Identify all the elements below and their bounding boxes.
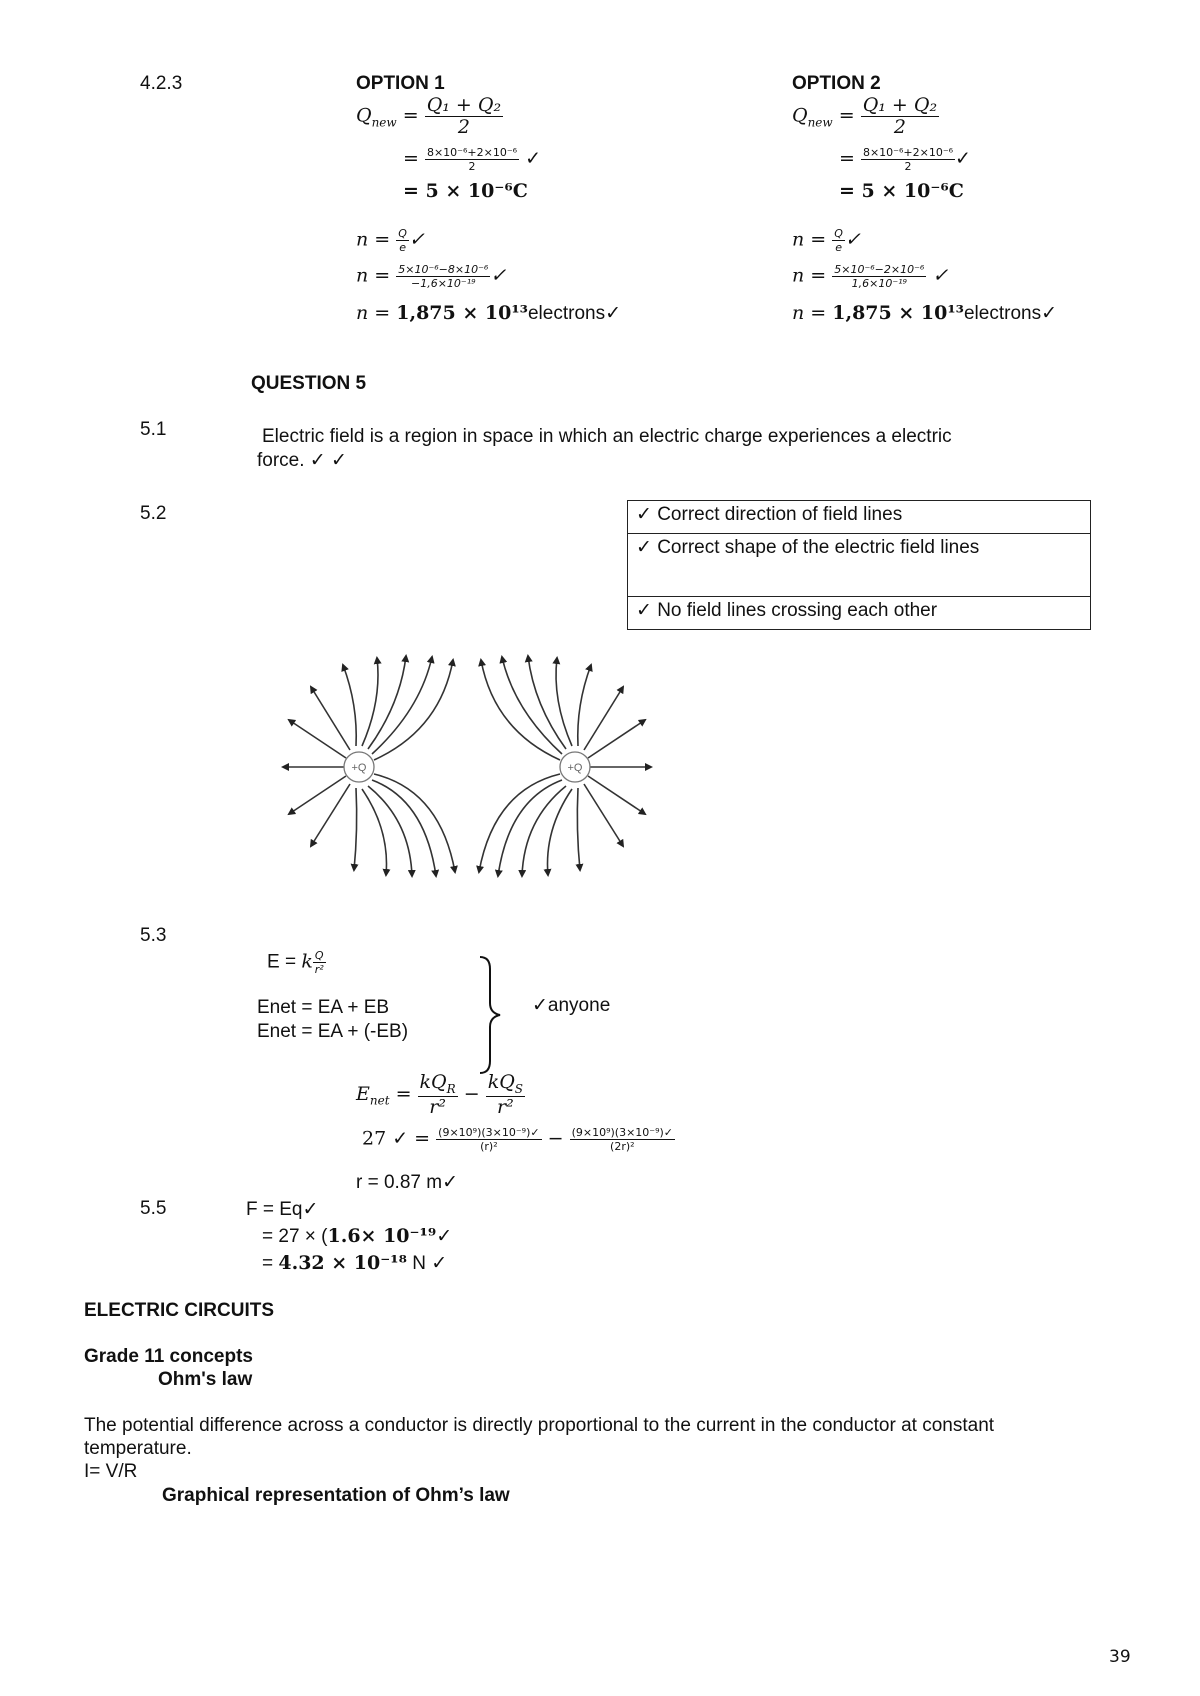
field-line <box>548 789 573 875</box>
frac1-num-sub: R <box>446 1081 456 1096</box>
left-charge-label: +Q <box>351 762 367 774</box>
field-line <box>289 720 346 758</box>
option1-n-sub-num: 5×10⁻⁶−8×10⁻⁶ <box>398 263 489 276</box>
option2-qnew-equation: $Q_{new}$ = $\frac{\text{Q₁ + Q₂}}{2}$ <box>792 94 938 138</box>
field-line <box>362 789 387 875</box>
option1-n-definition: n = $\frac{Q}{e}$ ✓ <box>356 227 425 254</box>
field-line <box>289 776 346 814</box>
field-line <box>362 658 378 746</box>
right-charge-label: +Q <box>567 762 583 774</box>
criteria-row <box>628 501 1091 534</box>
field-line <box>578 665 591 746</box>
option2-qnew-lhs: Q <box>792 104 808 127</box>
field-line <box>528 656 566 749</box>
option2-n-result: n = 1,875 × 10¹³electrons✓ <box>792 302 1058 324</box>
option2-sub-num: 8×10⁻⁶+2×10⁻⁶ <box>862 146 954 159</box>
q5-1-answer-line1: Electric field is a region in space in which an electric charge experiences a electric <box>262 426 952 447</box>
q5-3-enet-sum: Enet = EA + EB <box>257 997 390 1018</box>
option1-substitution: = $\frac{\text{8×10⁻⁶+2×10⁻⁶}}{2}$ ✓ <box>403 146 542 173</box>
frac2-num: kQ <box>487 1071 515 1093</box>
option1-n-def-num: Q <box>398 227 407 240</box>
q5-5-line2 <box>262 1225 452 1248</box>
field-line <box>588 776 645 814</box>
line2-value: 1.6× 10⁻¹⁹ <box>327 1225 437 1247</box>
enet-formula: $E_{net}$ = $\frac{kQ_R}{\text{r²}}$ − $\frac{kQ_S}{\text{r²}}$ <box>356 1071 524 1118</box>
option2-n-sub-den: 1,6×10⁻¹⁹ <box>851 277 907 290</box>
electric-field-diagram <box>270 650 670 895</box>
enet-lhs: E <box>356 1082 370 1105</box>
ohms-law-paragraph-line2: temperature. <box>84 1438 192 1459</box>
field-line <box>588 720 645 758</box>
criterion-no-crossing: ✓ No field lines crossing each other <box>628 597 1091 630</box>
option1-qnew-lhs: Q <box>356 104 372 127</box>
q5-5-line1: F = Eq✓ <box>246 1199 319 1220</box>
option2-qnew-num: Q₁ + Q₂ <box>862 94 938 116</box>
e-lhs: E = <box>267 951 302 973</box>
field-line <box>343 665 356 746</box>
q5-5-number: 5.5 <box>140 1198 167 1219</box>
q5-1-answer-line2: force. ✓ ✓ <box>257 450 347 471</box>
line27-lhs: 27 ✓ = <box>362 1127 431 1150</box>
field-line <box>368 786 412 876</box>
graphical-representation-heading: Graphical representation of Ohm’s law <box>162 1485 510 1506</box>
option2-n-result-check: ✓ <box>1041 302 1058 324</box>
field-line <box>522 786 566 876</box>
option1-n-result-check: ✓ <box>605 302 622 324</box>
e-k: k <box>301 950 313 973</box>
grade-11-heading: Grade 11 concepts <box>84 1346 253 1367</box>
line3-suffix: N ✓ <box>406 1253 448 1274</box>
frac1-num: kQ <box>419 1071 447 1093</box>
option1-n-sub-check: ✓ <box>490 264 507 287</box>
option2-qnew-den: 2 <box>893 116 906 138</box>
option1-n-value: 1,875 × 10¹³ <box>396 302 528 324</box>
criterion-shape: ✓ Correct shape of the electric field lines <box>628 534 1091 597</box>
frac1-den: r² <box>429 1095 446 1118</box>
field-line <box>577 788 580 870</box>
enet-sub: net <box>369 1093 390 1108</box>
q5-2-number: 5.2 <box>140 503 167 524</box>
ohms-law-paragraph-line1: The potential difference across a conductor is directly proportional to the current in the conductor at constant <box>84 1415 995 1436</box>
line2-prefix: = 27 × ( <box>262 1226 328 1247</box>
option1-n-unit: electrons <box>527 303 606 324</box>
option2-title: OPTION 2 <box>792 73 881 94</box>
substitution-line: 27 ✓ = $\frac{\text{(9×10⁹)(3×10⁻⁹)✓}}{\text{(r)²}}$ − $\frac{\text{(9×10⁹)(3×10⁻⁹)✓}}{\text{(2r)²}}$ <box>362 1126 674 1153</box>
option1-n-def-check: ✓ <box>408 228 425 251</box>
field-line <box>372 657 432 754</box>
page-number: 39 <box>1109 1647 1131 1667</box>
option2-qnew-sub: new <box>807 115 833 130</box>
frac2-den: r² <box>497 1095 514 1118</box>
field-line <box>354 788 357 870</box>
option2-n-def-check: ✓ <box>844 228 861 251</box>
option2-n-sub-check: ✓ <box>932 264 949 287</box>
ohms-law-heading: Ohm's law <box>158 1369 253 1390</box>
option2-result: = 5 × 10⁻⁶C <box>839 180 964 202</box>
option2-sub-den: 2 <box>904 160 912 173</box>
option2-n-value: 1,875 × 10¹³ <box>832 302 964 324</box>
field-line <box>481 660 560 760</box>
marking-criteria-table <box>627 500 1091 630</box>
option1-sub-num: 8×10⁻⁶+2×10⁻⁶ <box>426 146 518 159</box>
option1-result: = 5 × 10⁻⁶C <box>403 180 528 202</box>
option2-sub-check: ✓ <box>955 147 971 170</box>
line3-value: 4.32 × 10⁻¹⁸ <box>278 1252 407 1274</box>
r-result: r = 0.87 m✓ <box>356 1172 458 1193</box>
criteria-row <box>628 534 1091 597</box>
option2-n-substitution: n = $\frac{\text{5×10⁻⁶−2×10⁻⁶}}{\text{1,6×10⁻¹⁹}}$ ✓ <box>792 263 949 290</box>
option2-n-definition: n = $\frac{Q}{e}$ ✓ <box>792 227 861 254</box>
field-line <box>311 687 350 750</box>
field-line <box>584 784 623 846</box>
sub1-den: (r)² <box>480 1140 498 1153</box>
ohms-law-formula: I= V/R <box>84 1461 138 1482</box>
right-brace <box>478 955 502 1075</box>
option1-qnew-den: 2 <box>457 116 470 138</box>
option1-title: OPTION 1 <box>356 73 445 94</box>
sub2-num: (9×10⁹)(3×10⁻⁹)✓ <box>571 1126 674 1139</box>
field-line <box>311 784 350 846</box>
q5-3-e-formula <box>267 950 326 975</box>
field-line <box>502 657 562 754</box>
field-line <box>374 660 453 760</box>
option2-substitution: = $\frac{\text{8×10⁻⁶+2×10⁻⁶}}{2}$ ✓ <box>839 146 971 173</box>
option1-sub-den: 2 <box>468 160 476 173</box>
option2-n-sub-num: 5×10⁻⁶−2×10⁻⁶ <box>834 263 925 276</box>
q5-5-line3 <box>262 1252 447 1275</box>
option1-n-result: n = 1,875 × 10¹³electrons✓ <box>356 302 622 324</box>
option2-n-def-den: e <box>835 241 842 254</box>
q5-3-enet-difference: Enet = EA + (-EB) <box>257 1021 409 1042</box>
line2-suffix: ✓ <box>436 1226 453 1247</box>
e-num: Q <box>314 949 324 962</box>
electric-circuits-heading: ELECTRIC CIRCUITS <box>84 1300 274 1321</box>
sub2-den: (2r)² <box>610 1140 635 1153</box>
field-line <box>368 656 406 749</box>
option1-qnew-equation: $Q_{new}$ = $\frac{\text{Q₁ + Q₂}}{2}$ <box>356 94 502 138</box>
option1-sub-check: ✓ <box>525 147 542 170</box>
criterion-direction: ✓ Correct direction of field lines <box>628 501 1091 534</box>
criteria-row <box>628 597 1091 630</box>
question-number-4-2-3: 4.2.3 <box>140 73 183 94</box>
option2-n-def-num: Q <box>834 227 843 240</box>
field-line <box>556 658 572 746</box>
line3-prefix: = <box>262 1253 279 1274</box>
e-den: r² <box>314 963 324 976</box>
option1-n-sub-den: −1,6×10⁻¹⁹ <box>411 277 476 290</box>
option1-qnew-num: Q₁ + Q₂ <box>426 94 502 116</box>
field-lines <box>283 656 651 876</box>
q5-3-number: 5.3 <box>140 925 167 946</box>
question5-heading: QUESTION 5 <box>251 373 367 394</box>
option1-n-substitution: n = $\frac{\text{5×10⁻⁶−8×10⁻⁶}}{\text{−1,6×10⁻¹⁹}}$ ✓ <box>356 263 507 290</box>
q5-1-number: 5.1 <box>140 419 167 440</box>
option1-qnew-sub: new <box>371 115 397 130</box>
option1-n-def-den: e <box>399 241 406 254</box>
sub1-num: (9×10⁹)(3×10⁻⁹)✓ <box>438 1126 540 1139</box>
anyone-mark: ✓anyone <box>532 995 611 1016</box>
field-line <box>584 687 623 750</box>
option2-n-unit: electrons <box>963 303 1042 324</box>
frac2-num-sub: S <box>514 1081 524 1096</box>
